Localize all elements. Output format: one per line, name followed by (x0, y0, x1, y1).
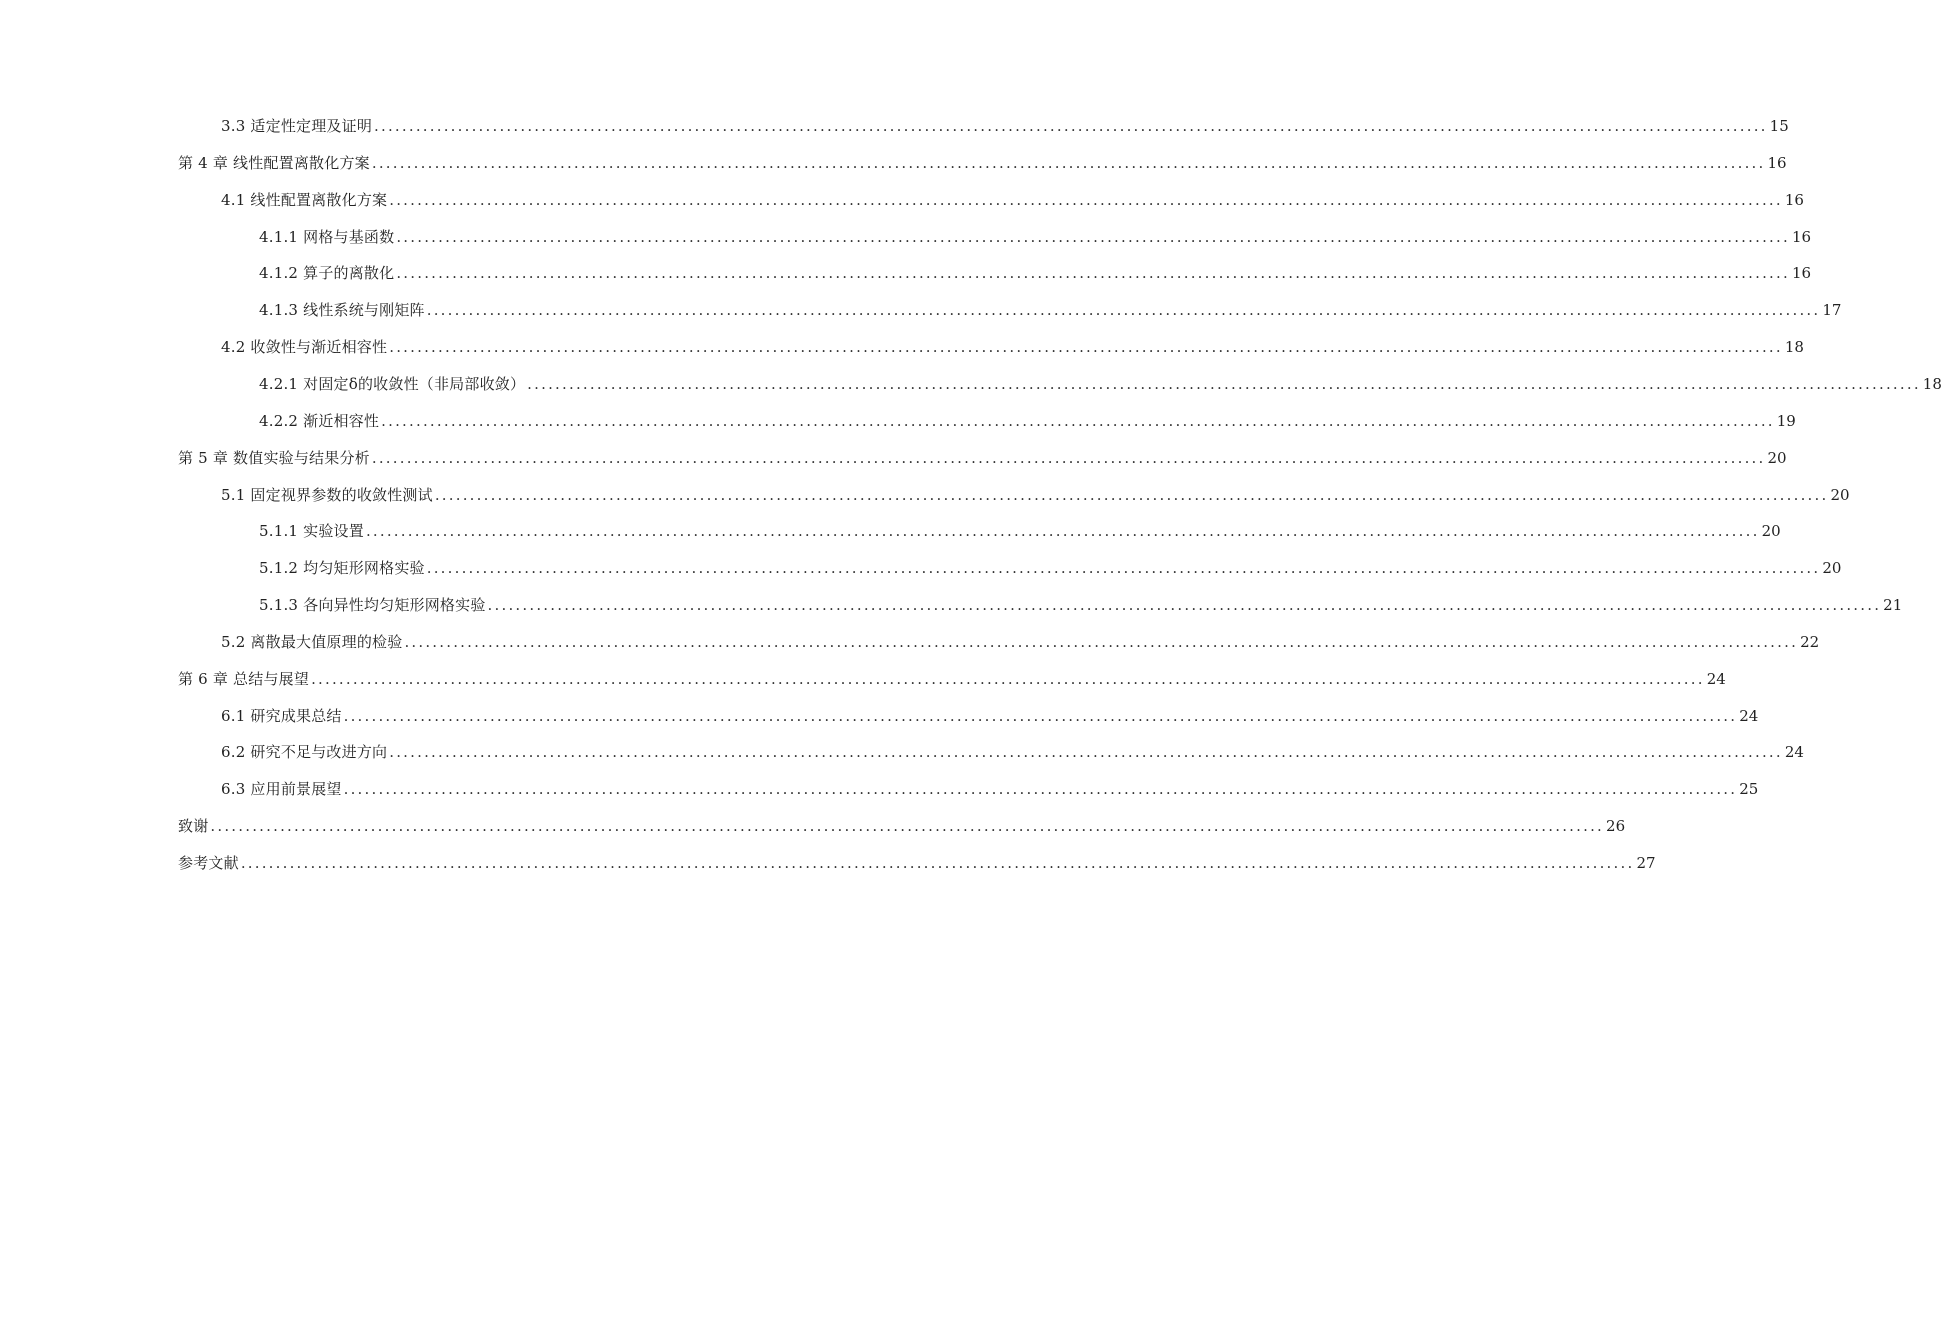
toc-entry-title: 第 4 章 线性配置离散化方案 (178, 153, 370, 172)
toc-leader-dots: ........................................................................................................................................................................................................ (389, 338, 1783, 357)
toc-leader-dots: ........................................................................................................................................................................................................ (343, 780, 1738, 799)
toc-entry-title: 6.2 研究不足与改进方向 (221, 743, 388, 762)
toc-leader-dots: ........................................................................................................................................................................................................ (487, 596, 1882, 615)
toc-leader-dots: ........................................................................................................................................................................................................ (381, 411, 1775, 430)
toc-leader-dots: ........................................................................................................................................................................................................ (210, 817, 1605, 836)
toc-entry-page-number: 16 (1767, 153, 1787, 172)
toc-entry-page-number: 20 (1761, 522, 1781, 541)
toc-leader-dots: ........................................................................................................................................................................................................ (426, 559, 1821, 578)
toc-leader-dots: ........................................................................................................................................................................................................ (240, 854, 1635, 872)
toc-entry[interactable] (259, 550, 1842, 586)
toc-entry[interactable] (178, 808, 1626, 844)
toc-leader-dots: ........................................................................................................................................................................................................ (396, 264, 1790, 283)
toc-entry[interactable] (178, 661, 1726, 697)
toc-entry[interactable] (221, 477, 1850, 513)
toc-entry[interactable] (178, 845, 1656, 881)
toc-entry-title: 4.1.1 网格与基函数 (259, 227, 395, 246)
toc-entry-page-number: 18 (1784, 338, 1804, 357)
toc-entry-title: 4.2 收敛性与渐近相容性 (221, 338, 388, 357)
toc-entry-title: 3.3 适定性定理及证明 (221, 117, 373, 135)
toc-entry-page-number: 24 (1706, 669, 1726, 688)
toc-leader-dots: ........................................................................................................................................................................................................ (371, 448, 1766, 467)
toc-entry-title: 4.2.2 渐近相容性 (259, 411, 380, 430)
toc-leader-dots: ........................................................................................................................................................................................................ (311, 669, 1705, 688)
toc-entry-title: 4.1.2 算子的离散化 (259, 264, 395, 283)
toc-leader-dots: ........................................................................................................................................................................................................ (374, 117, 1768, 135)
toc-entry[interactable] (221, 771, 1759, 807)
toc-entry[interactable] (221, 734, 1804, 770)
toc-entry[interactable] (259, 513, 1781, 549)
toc-entry-title: 6.3 应用前景展望 (221, 780, 342, 799)
toc-leader-dots: ........................................................................................................................................................................................................ (389, 743, 1783, 762)
toc-entry-title: 5.1.2 均匀矩形网格实验 (259, 559, 425, 578)
toc-entry[interactable] (221, 624, 1820, 660)
toc-entry-page-number: 20 (1767, 448, 1787, 467)
toc-entry[interactable] (259, 255, 1812, 291)
toc-entry-page-number: 25 (1739, 780, 1759, 799)
toc-entry-page-number: 24 (1739, 706, 1759, 725)
toc-entry-page-number: 22 (1800, 632, 1820, 651)
toc-entry-page-number: 21 (1883, 596, 1903, 615)
toc-leader-dots: ........................................................................................................................................................................................................ (371, 153, 1766, 172)
toc-entry-page-number: 27 (1636, 854, 1656, 872)
toc-entry[interactable] (259, 403, 1796, 439)
toc-entry-title: 5.1.3 各向异性均匀矩形网格实验 (259, 596, 486, 615)
toc-leader-dots: ........................................................................................................................................................................................................ (343, 706, 1738, 725)
toc-entry-title: 4.2.1 对固定δ的收敛性（非局部收敛） (259, 374, 526, 393)
toc-entry[interactable] (221, 108, 1789, 144)
toc-entry-title: 5.1.1 实验设置 (259, 522, 364, 541)
toc-leader-dots: ........................................................................................................................................................................................................ (396, 227, 1790, 246)
toc-leader-dots: ........................................................................................................................................................................................................ (426, 301, 1821, 320)
toc-entry-page-number: 16 (1784, 190, 1804, 209)
toc-entry-page-number: 19 (1776, 411, 1796, 430)
toc-entry-page-number: 20 (1830, 485, 1850, 504)
toc-entry-title: 5.1 固定视界参数的收敛性测试 (221, 485, 433, 504)
toc-entry-title: 第 5 章 数值实验与结果分析 (178, 448, 370, 467)
toc-entry-page-number: 18 (1922, 374, 1942, 393)
toc-entry[interactable] (221, 698, 1759, 734)
toc-entry-page-number: 26 (1606, 817, 1626, 836)
toc-entry[interactable] (259, 587, 1903, 623)
toc-entry-title: 第 6 章 总结与展望 (178, 669, 310, 688)
toc-entry[interactable] (259, 366, 1942, 402)
toc-leader-dots: ........................................................................................................................................................................................................ (527, 374, 1921, 393)
toc-leader-dots: ........................................................................................................................................................................................................ (389, 190, 1783, 209)
toc-entry[interactable] (221, 182, 1804, 218)
toc-leader-dots: ........................................................................................................................................................................................................ (404, 632, 1799, 651)
toc-entry[interactable] (178, 440, 1787, 476)
toc-entry-page-number: 16 (1791, 264, 1812, 283)
toc-entry-page-number: 16 (1791, 227, 1812, 246)
toc-entry[interactable] (178, 145, 1787, 181)
toc-entry-title: 4.1.3 线性系统与刚矩阵 (259, 301, 425, 320)
toc-entry-title: 6.1 研究成果总结 (221, 706, 342, 725)
toc-entry-page-number: 24 (1784, 743, 1804, 762)
toc-entry-title: 4.1 线性配置离散化方案 (221, 190, 388, 209)
toc-entry-page-number: 17 (1822, 301, 1842, 320)
toc-entry-title: 5.2 离散最大值原理的检验 (221, 632, 403, 651)
toc-entry-title: 致谢 (178, 817, 209, 836)
toc-entry[interactable] (259, 292, 1842, 328)
toc-entry[interactable] (221, 329, 1804, 365)
toc-entry-title: 参考文献 (178, 854, 239, 872)
toc-entry[interactable] (259, 219, 1812, 255)
toc-leader-dots: ........................................................................................................................................................................................................ (365, 522, 1760, 541)
toc-leader-dots: ........................................................................................................................................................................................................ (434, 485, 1829, 504)
toc-entry-page-number: 20 (1822, 559, 1842, 578)
toc-entry-page-number: 15 (1769, 117, 1789, 135)
